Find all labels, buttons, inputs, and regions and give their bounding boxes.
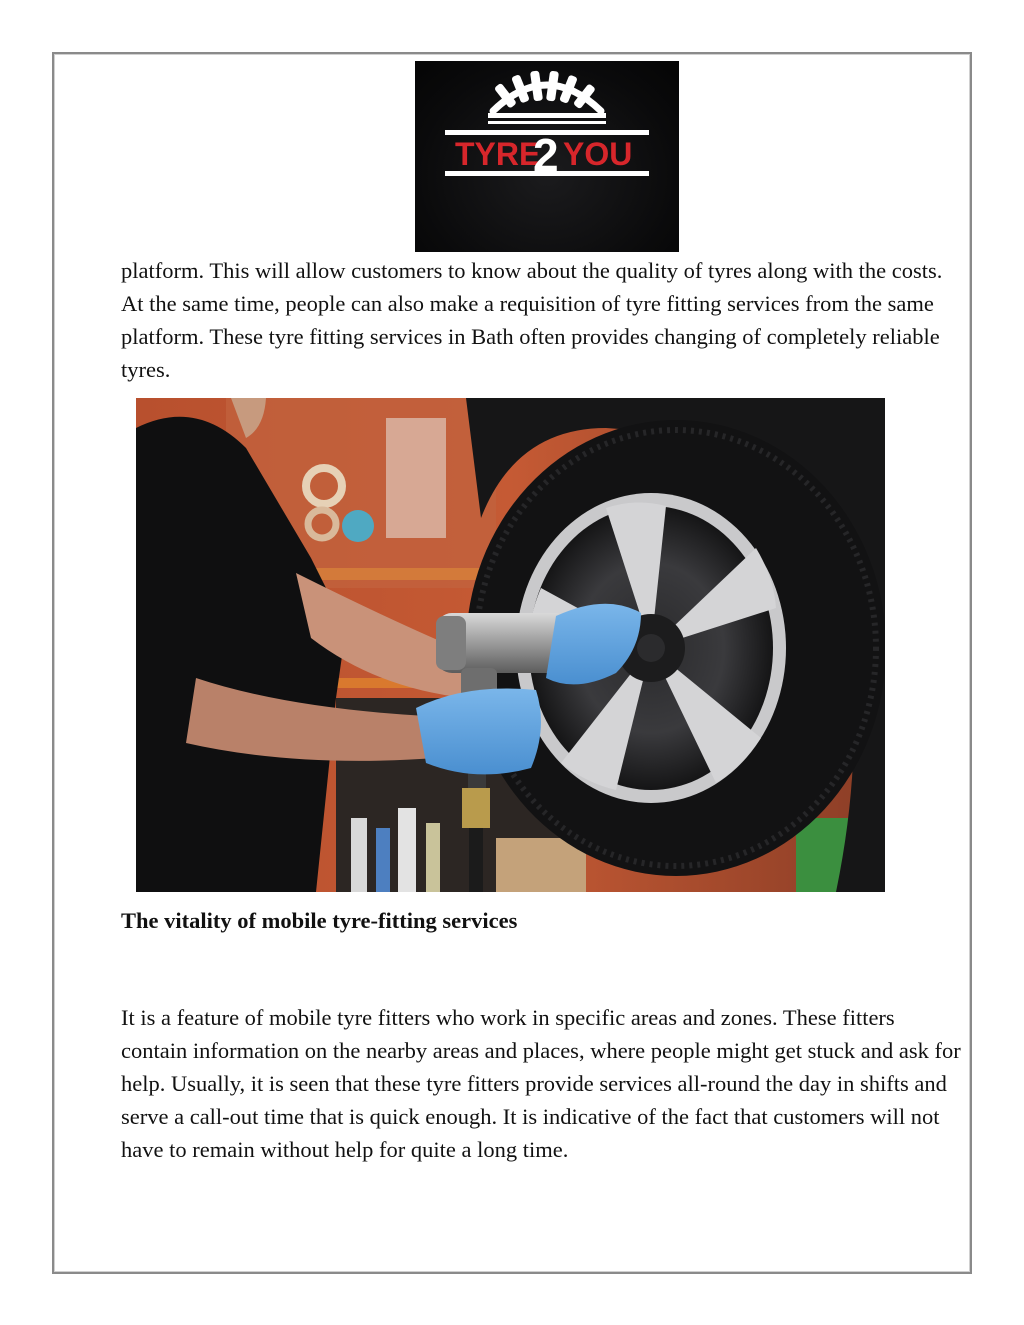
tyre2you-logo (415, 61, 679, 252)
mechanic-wheel-illustration (136, 398, 885, 892)
section-heading: The vitality of mobile tyre-fitting services (121, 908, 518, 933)
tyre-fitting-photo (136, 398, 885, 892)
logo-text-2: 2 (533, 129, 559, 181)
body-paragraph: It is a feature of mobile tyre fitters who work in specific areas and zones. These fitters contain information on the nearby areas and places, where people might get stuck and ask for help. Usually, it is seen that these tyre fitters provide services all-round the day in shifts and serve a call-out time that is quick enough. It is indicative of the fact that customers will not have to remain without help for quite a long time. (121, 1005, 961, 1162)
logo-text-tyre: TYRE (455, 136, 541, 172)
intro-paragraph: platform. This will allow customers to know about the quality of tyres along with the costs. At the same time, people can also make a requisition of tyre fitting services from the same platform. These tyre fitting services in Bath often provides changing of completely reliable tyres. (121, 258, 943, 382)
logo-graphic (415, 61, 679, 252)
logo-text-you: YOU (563, 136, 633, 172)
